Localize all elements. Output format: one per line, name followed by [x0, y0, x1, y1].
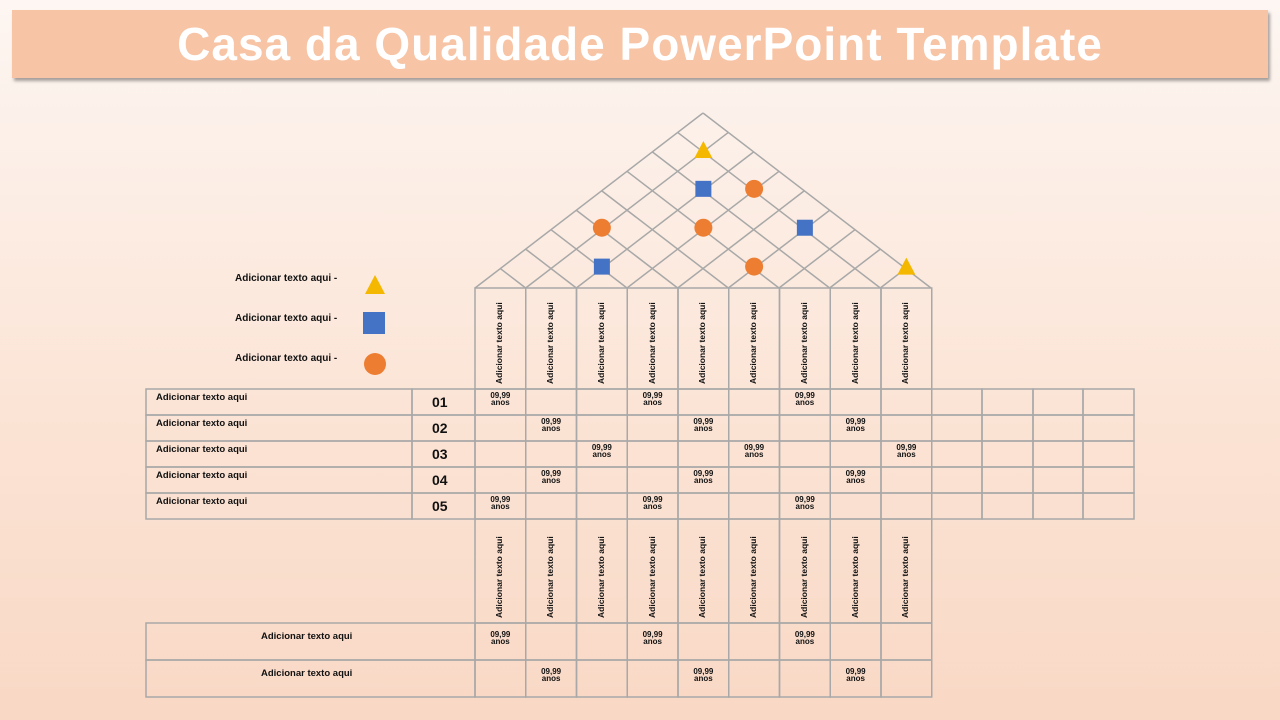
matrix-cell — [780, 441, 831, 467]
matrix-value: 09,99 anos — [693, 469, 714, 485]
column-header-label: Adicionar texto aqui — [545, 302, 556, 384]
extra-cell — [982, 467, 1033, 493]
extra-cell — [932, 389, 982, 415]
legend-label-triangle: Adicionar texto aqui - — [235, 273, 338, 284]
matrix-cell — [881, 467, 932, 493]
matrix-cell — [526, 493, 577, 519]
bottom-matrix-cell — [577, 623, 628, 660]
matrix-cell — [830, 389, 881, 415]
roof-marker-square — [594, 259, 610, 275]
row-label: Adicionar texto aqui — [156, 392, 248, 403]
matrix-value: 09,99 anos — [541, 469, 562, 485]
roof-marker-circle — [593, 219, 611, 237]
bottom-matrix-value: 09,99 anos — [693, 667, 714, 683]
roof-marker-circle — [694, 219, 712, 237]
column-header-label: Adicionar texto aqui — [697, 302, 708, 384]
circle-icon — [364, 353, 386, 375]
legend-label-square: Adicionar texto aqui - — [235, 313, 338, 324]
row-number: 04 — [432, 472, 448, 488]
matrix-cell — [729, 415, 780, 441]
bottom-matrix-cell — [729, 660, 780, 697]
row-number: 05 — [432, 498, 448, 514]
row-number: 01 — [432, 394, 448, 410]
matrix-value: 09,99 anos — [693, 417, 714, 433]
matrix-cell — [678, 389, 729, 415]
column-header-label: Adicionar texto aqui — [900, 302, 911, 384]
extra-cell — [1033, 441, 1083, 467]
matrix-cell — [577, 467, 628, 493]
bottom-matrix-cell — [678, 623, 729, 660]
matrix-value: 09,99 anos — [845, 469, 866, 485]
roof-marker-triangle — [897, 258, 915, 275]
matrix-cell — [780, 467, 831, 493]
matrix-cell — [830, 493, 881, 519]
extra-cell — [1083, 441, 1134, 467]
extra-cell — [982, 441, 1033, 467]
matrix-value: 09,99 anos — [896, 443, 917, 459]
matrix-cell — [475, 415, 526, 441]
row-number: 02 — [432, 420, 448, 436]
bottom-matrix-value: 09,99 anos — [541, 667, 562, 683]
extra-cell — [1033, 493, 1083, 519]
matrix-cell — [729, 389, 780, 415]
matrix-cell — [780, 415, 831, 441]
matrix-cell — [881, 493, 932, 519]
matrix-cell — [526, 389, 577, 415]
extra-cell — [1033, 389, 1083, 415]
roof-marker-square — [695, 181, 711, 197]
extra-cell — [982, 493, 1033, 519]
matrix-cell — [577, 415, 628, 441]
extra-cell — [982, 389, 1033, 415]
matrix-value: 09,99 anos — [541, 417, 562, 433]
row-label: Adicionar texto aqui — [156, 444, 248, 455]
lower-header-label: Adicionar texto aqui — [900, 536, 911, 618]
extra-cell — [1083, 389, 1134, 415]
page-title: Casa da Qualidade PowerPoint Template — [177, 18, 1103, 70]
extra-cell — [932, 415, 982, 441]
bottom-matrix-cell — [729, 623, 780, 660]
bottom-matrix-value: 09,99 anos — [490, 630, 511, 646]
lower-header-label: Adicionar texto aqui — [697, 536, 708, 618]
roof-marker-square — [797, 220, 813, 236]
matrix-cell — [729, 493, 780, 519]
bottom-matrix-cell — [780, 660, 831, 697]
lower-header-label: Adicionar texto aqui — [798, 536, 809, 618]
matrix-value: 09,99 anos — [490, 391, 511, 407]
bottom-matrix-value: 09,99 anos — [845, 667, 866, 683]
matrix-value: 09,99 anos — [642, 391, 663, 407]
bottom-matrix-value: 09,99 anos — [794, 630, 815, 646]
extra-cell — [1033, 415, 1083, 441]
extra-cell — [932, 441, 982, 467]
matrix-cell — [475, 441, 526, 467]
row-label: Adicionar texto aqui — [156, 496, 248, 507]
roof-marker-circle — [745, 258, 763, 276]
extra-cell — [1083, 467, 1134, 493]
roof-marker-circle — [745, 180, 763, 198]
extra-cell — [932, 493, 982, 519]
matrix-value: 09,99 anos — [845, 417, 866, 433]
matrix-cell — [830, 441, 881, 467]
matrix-cell — [881, 389, 932, 415]
matrix-value: 09,99 anos — [490, 495, 511, 511]
column-header-label: Adicionar texto aqui — [748, 302, 759, 384]
lower-header-label: Adicionar texto aqui — [849, 536, 860, 618]
roof-line — [500, 269, 525, 288]
lower-header-label: Adicionar texto aqui — [494, 536, 505, 618]
bottom-matrix-cell — [830, 623, 881, 660]
matrix-cell — [627, 441, 678, 467]
roof-line — [475, 113, 703, 288]
column-header-label: Adicionar texto aqui — [798, 302, 809, 384]
matrix-value: 09,99 anos — [591, 443, 612, 459]
roof-line — [779, 230, 855, 288]
lower-header-label: Adicionar texto aqui — [545, 536, 556, 618]
matrix-cell — [678, 441, 729, 467]
roof-line — [678, 191, 805, 288]
row-label: Adicionar texto aqui — [156, 470, 248, 481]
bottom-row-label: Adicionar texto aqui — [261, 631, 353, 642]
roof-marker-triangle — [694, 141, 712, 158]
roof-line — [551, 230, 627, 288]
column-header-label: Adicionar texto aqui — [595, 302, 606, 384]
bottom-matrix-cell — [627, 660, 678, 697]
extra-cell — [1033, 467, 1083, 493]
column-header-label: Adicionar texto aqui — [494, 302, 505, 384]
lower-header-label: Adicionar texto aqui — [646, 536, 657, 618]
extra-cell — [982, 415, 1033, 441]
matrix-cell — [526, 441, 577, 467]
bottom-matrix-cell — [475, 660, 526, 697]
row-number: 03 — [432, 446, 448, 462]
extra-cell — [1083, 493, 1134, 519]
column-header-label: Adicionar texto aqui — [849, 302, 860, 384]
matrix-value: 09,99 anos — [794, 391, 815, 407]
matrix-value: 09,99 anos — [744, 443, 765, 459]
roof-line — [703, 113, 931, 288]
matrix-cell — [881, 415, 932, 441]
matrix-cell — [627, 467, 678, 493]
matrix-cell — [678, 493, 729, 519]
legend-label-circle: Adicionar texto aqui - — [235, 353, 338, 364]
bottom-matrix-cell — [577, 660, 628, 697]
bottom-matrix-cell — [881, 660, 932, 697]
column-header-label: Adicionar texto aqui — [646, 302, 657, 384]
bottom-matrix-value: 09,99 anos — [642, 630, 663, 646]
extra-cell — [1083, 415, 1134, 441]
roof-line — [602, 191, 729, 288]
bottom-matrix-cell — [526, 623, 577, 660]
matrix-value: 09,99 anos — [794, 495, 815, 511]
matrix-cell — [577, 389, 628, 415]
bottom-matrix-cell — [881, 623, 932, 660]
lower-header-label: Adicionar texto aqui — [595, 536, 606, 618]
lower-header-label: Adicionar texto aqui — [748, 536, 759, 618]
triangle-icon — [365, 275, 385, 294]
matrix-cell — [729, 467, 780, 493]
bottom-row-label: Adicionar texto aqui — [261, 668, 353, 679]
extra-cell — [932, 467, 982, 493]
square-icon — [363, 312, 385, 334]
matrix-cell — [475, 467, 526, 493]
matrix-cell — [577, 493, 628, 519]
matrix-cell — [627, 415, 678, 441]
row-label: Adicionar texto aqui — [156, 418, 248, 429]
matrix-value: 09,99 anos — [642, 495, 663, 511]
